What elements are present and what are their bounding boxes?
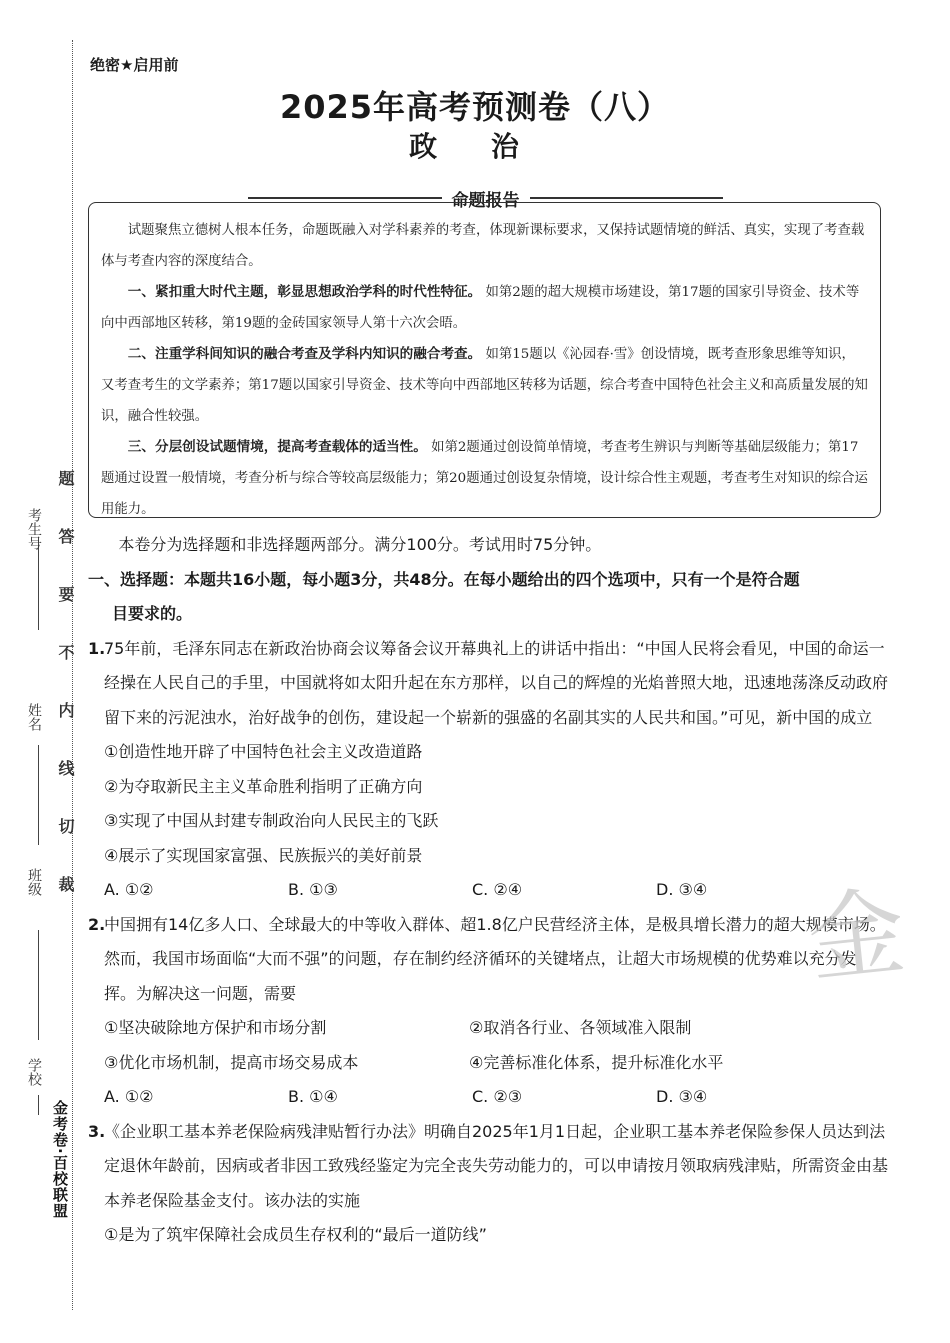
report-box xyxy=(88,202,881,518)
report-heading-text: 命题报告 xyxy=(442,191,530,211)
exam-body xyxy=(88,528,888,1253)
exam-instructions: 本卷分为选择题和非选择题两部分。满分100分。考试用时75分钟。 xyxy=(118,535,602,554)
statement-item: ②为夺取新民主主义革命胜利指明了正确方向 xyxy=(104,776,423,796)
statement-row xyxy=(88,1046,888,1081)
choice-c[interactable]: C. ②③ xyxy=(472,1087,523,1106)
field-line xyxy=(38,1095,39,1115)
warning-char: 题 xyxy=(56,470,75,486)
question-number: 1. xyxy=(88,638,106,658)
statement-item: ①是为了筑牢保障社会成员生存权利的“最后一道防线” xyxy=(104,1225,487,1244)
report-point-text: 如第2题的超大规模市场建设，第17题的国家引导资金、技术等向中西部地区转移，第19题的金砖国家领导人第十六次会晤。 xyxy=(101,285,860,331)
choice-d[interactable]: D. ③④ xyxy=(656,1087,708,1106)
choice-b[interactable]: B. ①④ xyxy=(288,1087,338,1106)
field-name: 姓名 xyxy=(26,703,42,731)
question-stem: 中国拥有14亿多人口、全球最大的中等收入群体、超1.8亿户民营经济主体，是极具增长潜力的超大规模市场。然而，我国市场面临“大而不强”的问题，存在制约经济循环的关键堵点，让超大市场规模的优势难以充分发挥。为解决这一问题，需要 xyxy=(104,914,886,1003)
exam-title: 2025年高考预测卷（八） xyxy=(279,88,671,126)
report-intro: 试题聚焦立德树人根本任务，命题既融入对学科素养的考查，体现新课标要求，又保持试题情境的鲜活、真实，实现了考查载体与考查内容的深度结合。 xyxy=(101,223,865,269)
binding-margin xyxy=(0,0,80,1343)
warning-char: 答 xyxy=(56,528,75,544)
confidential-label: 绝密★启用前 xyxy=(90,56,179,74)
statement-item: ④展示了实现国家富强、民族振兴的美好前景 xyxy=(104,845,423,865)
report-point-text: 如第15题以《沁园春·雪》创设情境，既考查形象思维等知识，又考查考生的文学素养；第17题以国家引导资金、技术等向中西部地区转移为话题，综合考查中国特色社会主义和高质量发展的知识，融合性较强。 xyxy=(101,347,868,424)
choice-b[interactable]: B. ①③ xyxy=(288,880,338,899)
league-label: 金考卷·百校联盟 xyxy=(51,1100,69,1219)
statement-item: ③实现了中国从封建专制政治向人民民主的飞跃 xyxy=(104,811,439,830)
choice-a[interactable]: A. ①② xyxy=(104,880,154,899)
section-heading xyxy=(88,563,888,632)
choice-a[interactable]: A. ①② xyxy=(104,1087,154,1106)
warning-char: 切 xyxy=(56,818,75,834)
question-number: 2. xyxy=(88,914,106,934)
choice-d[interactable]: D. ③④ xyxy=(656,880,708,899)
question-2 xyxy=(88,908,888,1012)
question-stem: 75年前，毛泽东同志在新政治协商会议筹备会议开幕典礼上的讲话中指出：“中国人民将会看见，中国的命运一经操在人民自己的手里，中国就将如太阳升起在东方那样，以自己的辉煌的光焰普照大地，迅速地荡涤反动政府留下来的污泥浊水，治好战争的创伤，建设起一个崭新的强盛的名副其实的人民共和国。”可见，新中国的成立 xyxy=(104,638,889,727)
question-stem: 《企业职工基本养老保险病残津贴暂行办法》明确自2025年1月1日起，企业职工基本养老保险参保人员达到法定退休年龄前，因病或者非因工致残经鉴定为完全丧失劳动能力的，可以申请按月领取病残津贴，所需资金由基本养老保险基金支付。该办法的实施 xyxy=(104,1121,889,1210)
warning-char: 内 xyxy=(56,702,75,718)
question-3 xyxy=(88,1115,888,1219)
report-point-heading: 一、紧扣重大时代主题，彰显思想政治学科的时代性特征。 xyxy=(127,284,482,300)
report-point xyxy=(101,432,868,525)
choice-c[interactable]: C. ②④ xyxy=(472,880,523,899)
brush-watermark-icon: 金 xyxy=(803,875,911,997)
subject-title: 政 治 xyxy=(409,130,541,163)
answer-choices xyxy=(88,1080,888,1115)
section-heading-line1: 一、选择题：本题共16小题，每小题3分，共48分。在每小题给出的四个选项中，只有一个是符合题 xyxy=(88,569,800,589)
report-point xyxy=(101,277,868,339)
report-point-text: 如第2题通过创设简单情境，考查考生辨识与判断等基础层级能力；第17题通过设置一般情境，考查分析与综合等较高层级能力；第20题通过创设复杂情境，设计综合性主观题，考查考生对知识的综合运用能力。 xyxy=(101,440,868,517)
field-class: 班级 xyxy=(26,868,42,896)
cut-line xyxy=(72,40,73,1310)
question-1 xyxy=(88,632,888,736)
warning-char: 线 xyxy=(56,760,75,776)
warning-char: 裁 xyxy=(56,876,75,892)
statement-item: ①坚决破除地方保护和市场分割 xyxy=(104,1018,327,1037)
field-line xyxy=(38,930,39,1040)
answer-choices xyxy=(88,873,888,908)
field-line xyxy=(38,540,39,630)
report-point-heading: 二、注重学科间知识的融合考查及学科内知识的融合考查。 xyxy=(127,346,482,362)
report-point xyxy=(101,339,868,432)
statement-row xyxy=(88,1011,888,1046)
statement-item: ①创造性地开辟了中国特色社会主义改造道路 xyxy=(104,742,423,761)
section-heading-line2: 目要求的。 xyxy=(112,604,193,623)
field-school: 学校 xyxy=(26,1058,42,1086)
statement-item: ④完善标准化体系，提升标准化水平 xyxy=(469,1052,724,1072)
field-student-id: 考生号 xyxy=(26,508,42,550)
report-point-heading: 三、分层创设试题情境，提高考查载体的适当性。 xyxy=(127,439,427,455)
question-number: 3. xyxy=(88,1121,106,1141)
warning-char: 要 xyxy=(56,586,75,602)
statement-item: ②取消各行业、各领域准入限制 xyxy=(469,1018,692,1037)
warning-char: 不 xyxy=(56,644,75,660)
statement-item: ③优化市场机制，提高市场交易成本 xyxy=(104,1052,359,1072)
field-line xyxy=(38,745,39,845)
